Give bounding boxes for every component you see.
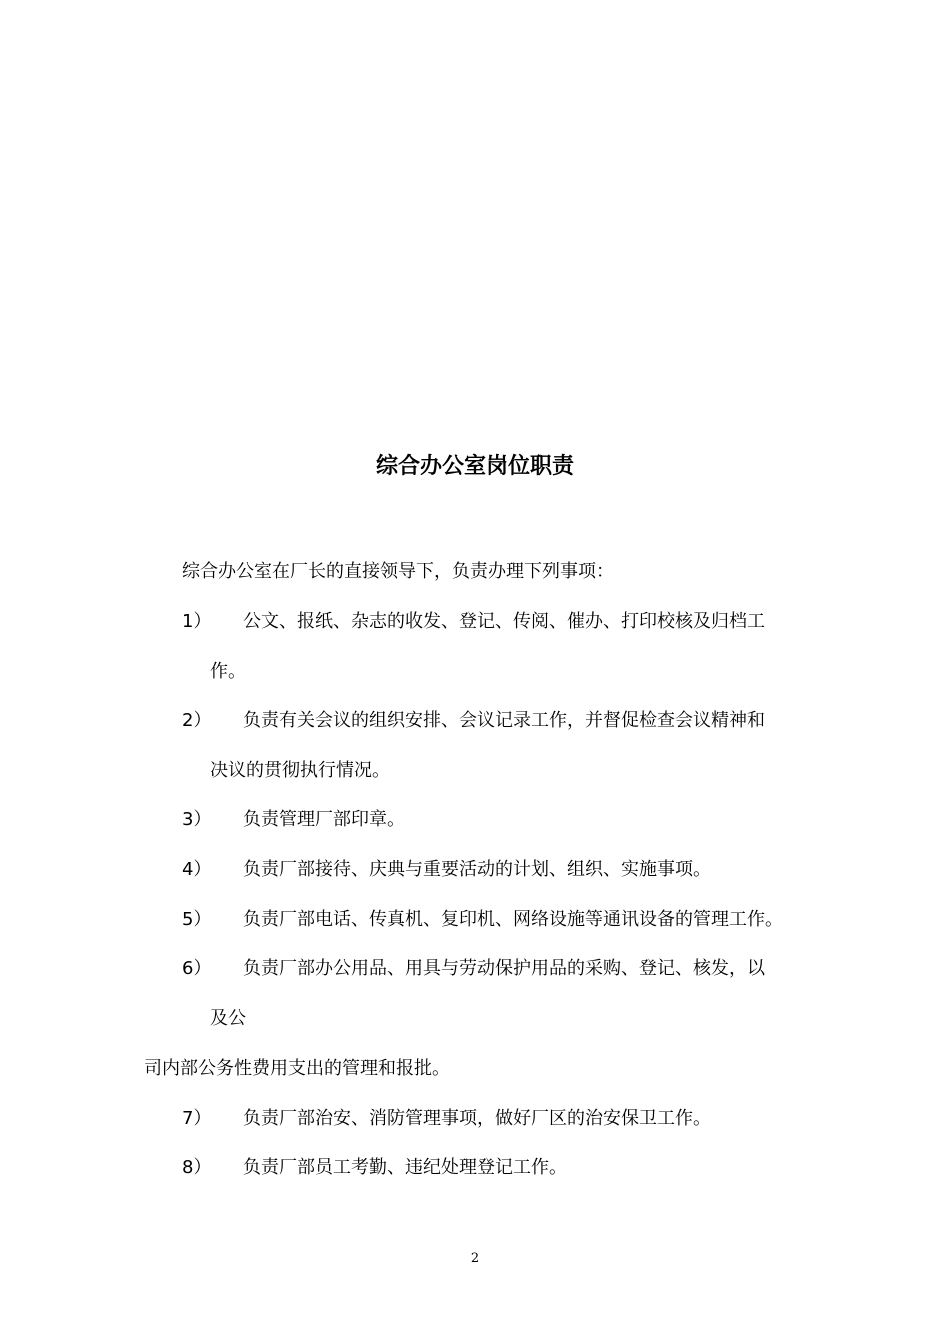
- item-text-6-line-1: 负责厂部办公用品、用具与劳动保护用品的采购、登记、核发，以: [243, 958, 765, 979]
- item-number-7: 7）: [182, 1108, 212, 1129]
- page-title: 综合办公室岗位职责: [375, 454, 574, 479]
- item-number-1: 1）: [182, 611, 212, 632]
- item-text-5-line-1: 负责厂部电话、传真机、复印机、网络设施等通讯设备的管理工作。: [243, 909, 783, 930]
- item-text-6-line-2: 及公: [210, 1008, 246, 1029]
- item-text-1-line-1: 公文、报纸、杂志的收发、登记、传阅、催办、打印校核及归档工: [243, 611, 765, 632]
- item-number-5: 5）: [182, 909, 212, 930]
- item-text-2-line-1: 负责有关会议的组织安排、会议记录工作，并督促检查会议精神和: [243, 710, 765, 731]
- item-number-8: 8）: [182, 1157, 212, 1178]
- item-number-3: 3）: [182, 809, 212, 830]
- item-number-2: 2）: [182, 710, 212, 731]
- item-text-6-line-3: 司内部公务性费用支出的管理和报批。: [144, 1058, 450, 1079]
- item-number-6: 6）: [182, 958, 212, 979]
- item-text-8-line-1: 负责厂部员工考勤、违纪处理登记工作。: [243, 1157, 567, 1178]
- intro-paragraph: 综合办公室在厂长的直接领导下，负责办理下列事项：: [182, 561, 614, 582]
- item-text-7-line-1: 负责厂部治安、消防管理事项，做好厂区的治安保卫工作。: [243, 1108, 711, 1129]
- item-text-2-line-2: 决议的贯彻执行情况。: [210, 760, 390, 781]
- item-text-3-line-1: 负责管理厂部印章。: [243, 809, 405, 830]
- item-text-1-line-2: 作。: [210, 661, 246, 682]
- page-number: 2: [470, 1251, 480, 1266]
- item-number-4: 4）: [182, 859, 212, 880]
- item-text-4-line-1: 负责厂部接待、庆典与重要活动的计划、组织、实施事项。: [243, 859, 711, 880]
